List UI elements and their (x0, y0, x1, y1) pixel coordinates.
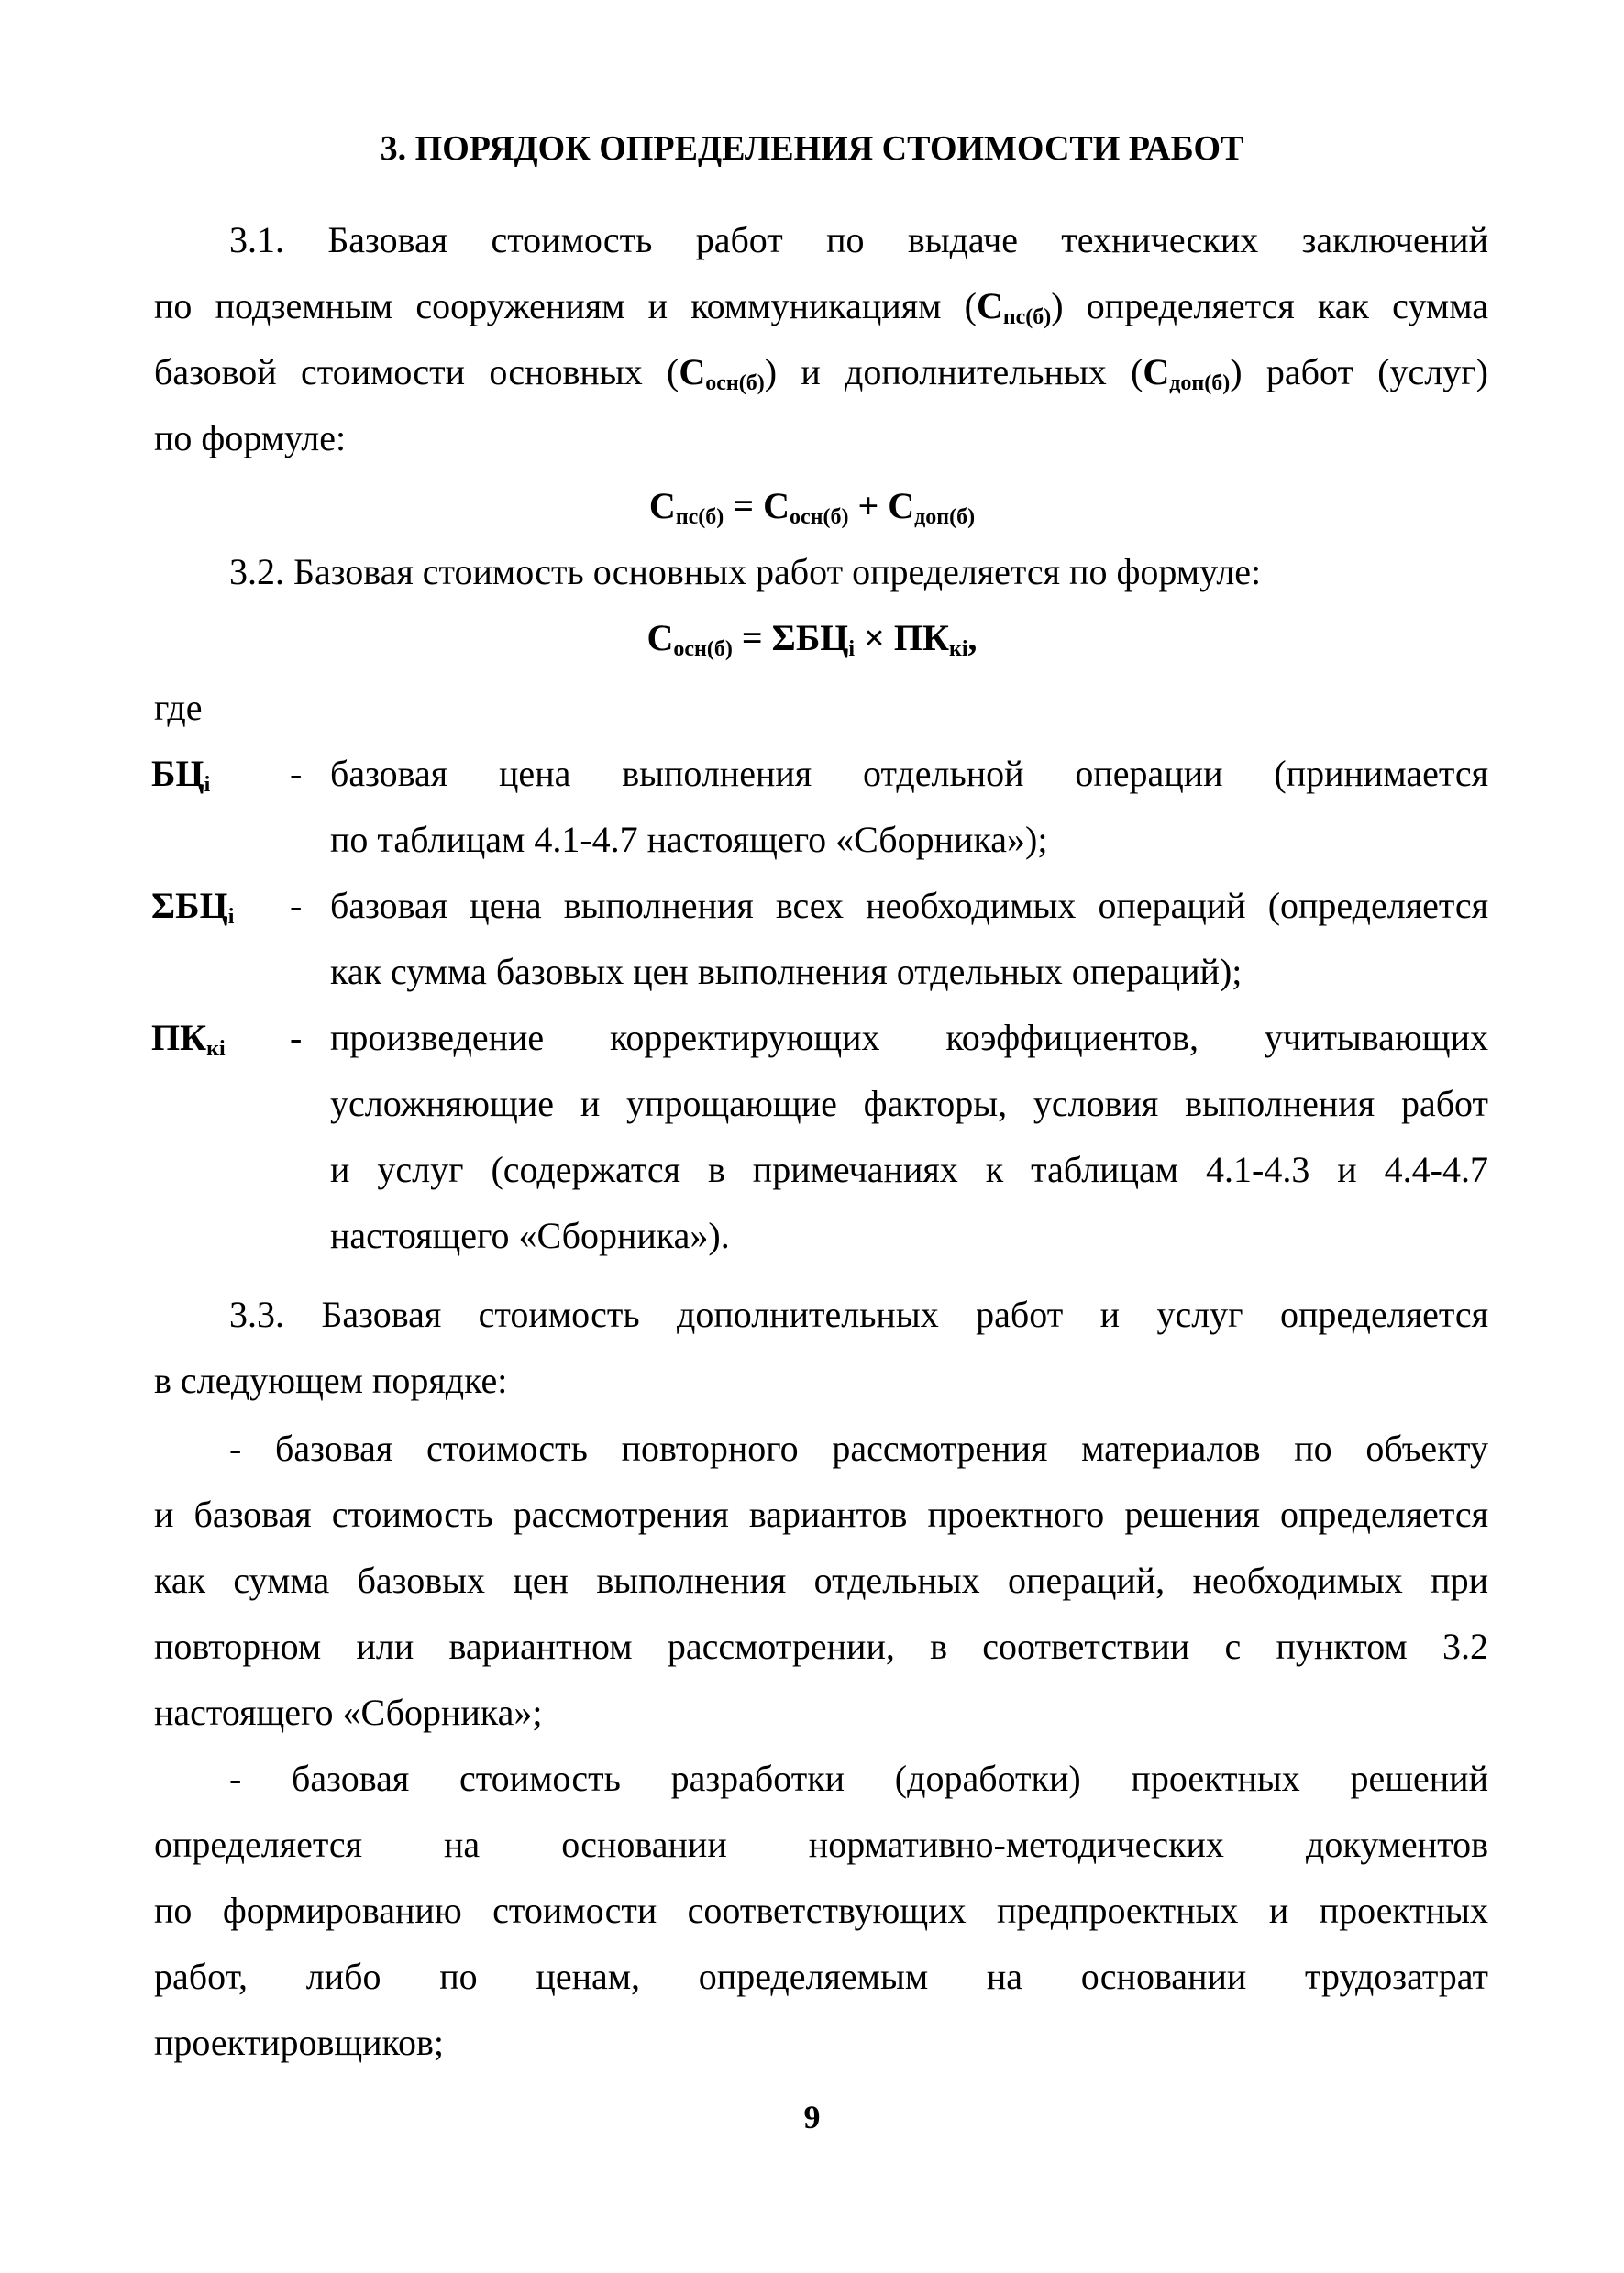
p33-line-1: 3.3. Базовая стоимость дополнительных работ и услуг определяется (229, 1294, 1488, 1335)
def-term-pk: $ПК_{кi}$ (151, 1017, 226, 1061)
p31-line-1: 3.1. Базовая стоимость работ по выдаче технических заключений (229, 219, 1488, 260)
bullet-2-line-3: по формированию стоимости соответствующих предпроектных и проектных (154, 1890, 1488, 1931)
p32-line: 3.2. Базовая стоимость основных работ определяется по формуле: (229, 551, 1262, 592)
def-3-line-2: усложняющие и упрощающие факторы, условия выполнения работ (330, 1083, 1488, 1124)
section-heading: 3. ПОРЯДОК ОПРЕДЕЛЕНИЯ СТОИМОСТИ РАБОТ (380, 129, 1244, 168)
def-1-line-1: базовая цена выполнения отдельной операции (принимается (330, 753, 1488, 794)
def-3-line-3: и услуг (содержатся в примечаниях к таблицам 4.1-4.3 и 4.4-4.7 (330, 1149, 1488, 1190)
p33-line-2: в следующем порядке: (154, 1360, 508, 1401)
bullet-1-line-2: и базовая стоимость рассмотрения вариантов проектного решения определяется (154, 1494, 1488, 1535)
def-3-line-4: настоящего «Сборника»). (330, 1215, 730, 1256)
bullet-1-line-1: - базовая стоимость повторного рассмотрения материалов по объекту (229, 1428, 1488, 1469)
where-label: где (154, 687, 203, 728)
def-2-line-2: как сумма базовых цен выполнения отдельных операций); (330, 951, 1243, 992)
bullet-1-line-5: настоящего «Сборника»; (154, 1692, 543, 1733)
def-dash-1: - (290, 753, 303, 794)
c-dop-symbol: $С_{доп(б)}$ (1143, 351, 1231, 395)
def-3-line-1: произведение корректирующих коэффициентов, учитывающих (330, 1017, 1488, 1058)
bullet-2-line-4: работ, либо по ценам, определяемым на основании трудозатрат (154, 1956, 1488, 1997)
c-ps-symbol: $С_{пс(б)}$ (976, 285, 1052, 329)
def-term-sum-bc: $\Sigma БЦ_i$ (151, 885, 235, 929)
p31-line-4: по формуле: (154, 417, 347, 458)
bullet-2-line-2: определяется на основании нормативно-методических документов (154, 1824, 1488, 1865)
def-2-line-1: базовая цена выполнения всех необходимых операций (определяется (330, 885, 1488, 926)
def-1-line-2: по таблицам 4.1-4.7 настоящего «Сборника»); (330, 819, 1048, 860)
def-dash-2: - (290, 885, 303, 926)
bullet-2-line-1: - базовая стоимость разработки (доработки) проектных решений (229, 1758, 1488, 1799)
bullet-1-line-3: как сумма базовых цен выполнения отдельных операций, необходимых при (154, 1560, 1488, 1601)
bullet-2-line-5: проектировщиков; (154, 2022, 444, 2063)
formula-2: $С_{осн(б)} = \Sigma БЦ_i \times ПК_{кi}$, (646, 617, 978, 661)
p31-line-2: по подземным сооружениям и коммуникациям $(С_{пс(б)})$ определяется как сумма (154, 285, 1488, 329)
c-osn-symbol: $С_{осн(б)}$ (679, 351, 765, 395)
p31-line-3: базовой стоимости основных $(С_{осн(б)})$ и дополнительных $(С_{доп(б)})$ работ (услуг) (154, 351, 1488, 395)
formula-1: $С_{пс(б)} = С_{осн(б)} + С_{доп(б)}$ (648, 485, 976, 529)
page-number: 9 (803, 2099, 821, 2135)
def-term-bc: $БЦ_i$ (151, 753, 211, 797)
def-dash-3: - (290, 1017, 303, 1058)
bullet-1-line-4: повторном или вариантном рассмотрении, в соответствии с пунктом 3.2 (154, 1626, 1488, 1667)
